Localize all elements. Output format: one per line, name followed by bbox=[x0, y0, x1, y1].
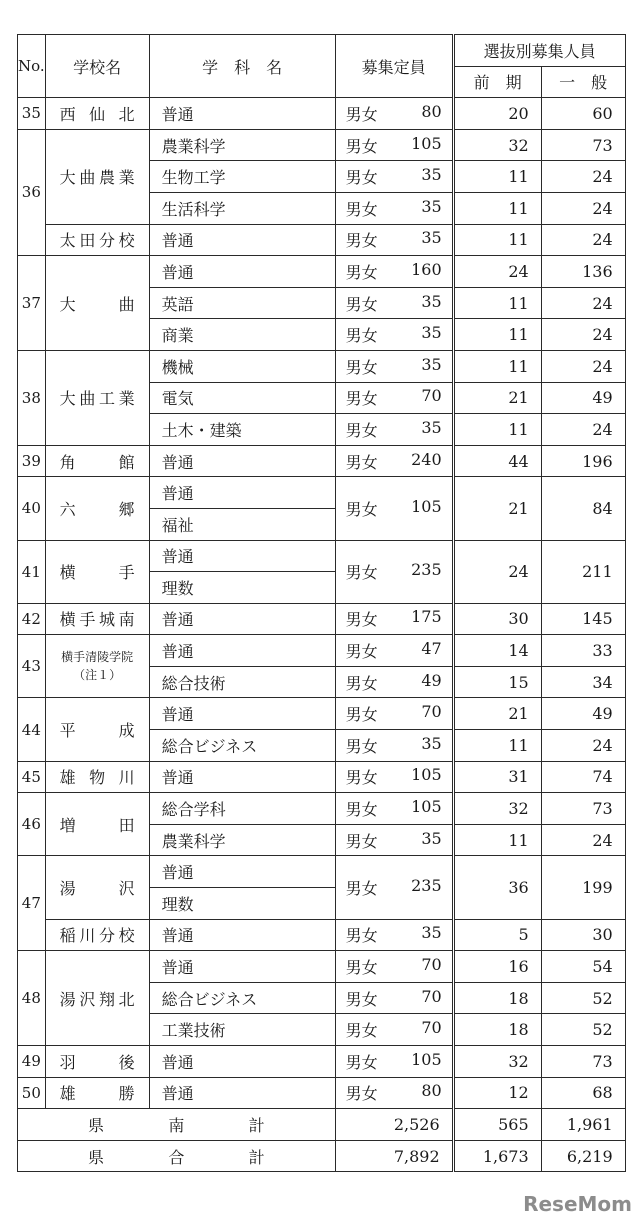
row-number: 50 bbox=[18, 1077, 46, 1109]
gender-label: 男女 bbox=[345, 420, 378, 440]
quota-value: 70 bbox=[421, 386, 442, 406]
total-row bbox=[18, 1109, 626, 1141]
general-value: 60 bbox=[541, 98, 625, 130]
header-school: 学校名 bbox=[45, 35, 149, 98]
row-number: 37 bbox=[18, 256, 46, 351]
department-name: 総合技術 bbox=[149, 666, 335, 698]
general-value: 73 bbox=[541, 129, 625, 161]
department-name: 総合学科 bbox=[149, 793, 335, 825]
early-value: 36 bbox=[453, 856, 541, 919]
total-quota: 7,892 bbox=[335, 1140, 453, 1172]
quota-cell bbox=[335, 224, 453, 256]
row-number: 43 bbox=[18, 635, 46, 698]
quota-cell bbox=[335, 287, 453, 319]
school-name: 太田分校 bbox=[45, 224, 149, 256]
quota-value: 35 bbox=[421, 828, 442, 848]
header-early: 前 期 bbox=[453, 66, 541, 98]
table-row bbox=[18, 761, 626, 793]
early-value: 24 bbox=[453, 256, 541, 288]
early-value: 20 bbox=[453, 98, 541, 130]
quota-value: 35 bbox=[421, 196, 442, 216]
quota-value: 105 bbox=[411, 765, 442, 785]
gender-label: 男女 bbox=[345, 800, 378, 820]
school-name: 西仙北 bbox=[45, 98, 149, 130]
department-name: 生活科学 bbox=[149, 192, 335, 224]
general-value: 54 bbox=[541, 951, 625, 983]
quota-cell bbox=[335, 445, 453, 477]
general-value: 24 bbox=[541, 224, 625, 256]
early-value: 16 bbox=[453, 951, 541, 983]
quota-value: 35 bbox=[421, 733, 442, 753]
quota-cell bbox=[335, 982, 453, 1014]
quota-cell bbox=[335, 256, 453, 288]
gender-label: 男女 bbox=[345, 199, 378, 219]
general-value: 196 bbox=[541, 445, 625, 477]
department-name: 農業科学 bbox=[149, 824, 335, 856]
early-value: 21 bbox=[453, 382, 541, 414]
early-value: 30 bbox=[453, 603, 541, 635]
department-name: 普通 bbox=[149, 919, 335, 951]
table-row bbox=[18, 1077, 626, 1109]
school-name: 角 館 bbox=[45, 445, 149, 477]
row-number: 46 bbox=[18, 793, 46, 856]
row-number: 40 bbox=[18, 477, 46, 540]
department-name: 生物工学 bbox=[149, 161, 335, 193]
early-value: 11 bbox=[453, 224, 541, 256]
department-name: 普通 bbox=[149, 856, 335, 888]
department-name: 普通 bbox=[149, 698, 335, 730]
quota-value: 70 bbox=[421, 702, 442, 722]
quota-cell bbox=[335, 951, 453, 983]
department-name: 総合ビジネス bbox=[149, 982, 335, 1014]
table-row bbox=[18, 129, 626, 161]
general-value: 24 bbox=[541, 161, 625, 193]
quota-value: 160 bbox=[411, 259, 442, 279]
early-value: 31 bbox=[453, 761, 541, 793]
quota-cell bbox=[335, 635, 453, 667]
gender-label: 男女 bbox=[345, 736, 378, 756]
gender-label: 男女 bbox=[345, 1052, 378, 1072]
gender-label: 男女 bbox=[345, 1021, 378, 1041]
table-row bbox=[18, 603, 626, 635]
school-name: 羽 後 bbox=[45, 1046, 149, 1078]
table-row bbox=[18, 856, 626, 888]
gender-label: 男女 bbox=[345, 563, 378, 583]
general-value: 30 bbox=[541, 919, 625, 951]
early-value: 14 bbox=[453, 635, 541, 667]
department-name: 英語 bbox=[149, 287, 335, 319]
early-value: 11 bbox=[453, 287, 541, 319]
quota-cell bbox=[335, 730, 453, 762]
early-value: 12 bbox=[453, 1077, 541, 1109]
table-row bbox=[18, 540, 626, 572]
gender-label: 男女 bbox=[345, 642, 378, 662]
quota-cell bbox=[335, 414, 453, 446]
early-value: 11 bbox=[453, 350, 541, 382]
row-number: 45 bbox=[18, 761, 46, 793]
total-general: 6,219 bbox=[541, 1140, 625, 1172]
quota-value: 235 bbox=[411, 560, 442, 580]
quota-value: 240 bbox=[411, 449, 442, 469]
gender-label: 男女 bbox=[345, 168, 378, 188]
quota-cell bbox=[335, 603, 453, 635]
quota-cell bbox=[335, 382, 453, 414]
early-value: 11 bbox=[453, 319, 541, 351]
early-value: 21 bbox=[453, 477, 541, 540]
general-value: 145 bbox=[541, 603, 625, 635]
quota-cell bbox=[335, 319, 453, 351]
department-name: 普通 bbox=[149, 477, 335, 509]
quota-cell bbox=[335, 824, 453, 856]
table-row bbox=[18, 98, 626, 130]
department-name: 工業技術 bbox=[149, 1014, 335, 1046]
row-number: 42 bbox=[18, 603, 46, 635]
early-value: 18 bbox=[453, 1014, 541, 1046]
quota-cell bbox=[335, 1077, 453, 1109]
quota-cell bbox=[335, 856, 453, 919]
general-value: 24 bbox=[541, 287, 625, 319]
department-name: 普通 bbox=[149, 224, 335, 256]
row-number: 47 bbox=[18, 856, 46, 951]
gender-label: 男女 bbox=[345, 926, 378, 946]
school-name: 六 郷 bbox=[45, 477, 149, 540]
gender-label: 男女 bbox=[345, 768, 378, 788]
early-value: 11 bbox=[453, 414, 541, 446]
general-value: 49 bbox=[541, 382, 625, 414]
gender-label: 男女 bbox=[345, 1084, 378, 1104]
gender-label: 男女 bbox=[345, 610, 378, 630]
early-value: 15 bbox=[453, 666, 541, 698]
general-value: 24 bbox=[541, 192, 625, 224]
school-name: 増 田 bbox=[45, 793, 149, 856]
department-name: 普通 bbox=[149, 540, 335, 572]
early-value: 32 bbox=[453, 129, 541, 161]
general-value: 33 bbox=[541, 635, 625, 667]
general-value: 136 bbox=[541, 256, 625, 288]
school-name: 平 成 bbox=[45, 698, 149, 761]
early-value: 11 bbox=[453, 824, 541, 856]
gender-label: 男女 bbox=[345, 357, 378, 377]
gender-label: 男女 bbox=[345, 879, 378, 899]
table-row bbox=[18, 256, 626, 288]
quota-cell bbox=[335, 793, 453, 825]
table-row bbox=[18, 1046, 626, 1078]
header-no: No. bbox=[18, 35, 46, 98]
early-value: 11 bbox=[453, 192, 541, 224]
department-name: 普通 bbox=[149, 951, 335, 983]
gender-label: 男女 bbox=[345, 262, 378, 282]
quota-value: 35 bbox=[421, 354, 442, 374]
quota-value: 35 bbox=[421, 923, 442, 943]
total-row bbox=[18, 1140, 626, 1172]
quota-value: 105 bbox=[411, 1049, 442, 1069]
general-value: 24 bbox=[541, 319, 625, 351]
admissions-table bbox=[17, 34, 626, 1172]
school-name: 大 曲 bbox=[45, 256, 149, 351]
table-row bbox=[18, 951, 626, 983]
department-name: 機械 bbox=[149, 350, 335, 382]
quota-value: 35 bbox=[421, 323, 442, 343]
general-value: 199 bbox=[541, 856, 625, 919]
quota-value: 105 bbox=[411, 496, 442, 516]
quota-cell bbox=[335, 540, 453, 603]
school-name: 湯 沢 bbox=[45, 856, 149, 919]
department-name: 総合ビジネス bbox=[149, 730, 335, 762]
school-name: 大曲農業 bbox=[45, 129, 149, 224]
school-name-text: 横手清陵学院 bbox=[61, 650, 134, 665]
total-early: 1,673 bbox=[453, 1140, 541, 1172]
gender-label: 男女 bbox=[345, 989, 378, 1009]
quota-value: 175 bbox=[411, 607, 442, 627]
department-name: 普通 bbox=[149, 1046, 335, 1078]
school-name: 稲川分校 bbox=[45, 919, 149, 951]
department-name: 普通 bbox=[149, 1077, 335, 1109]
gender-label: 男女 bbox=[345, 326, 378, 346]
gender-label: 男女 bbox=[345, 452, 378, 472]
quota-cell bbox=[335, 919, 453, 951]
school-note: （注１） bbox=[73, 668, 122, 683]
header-quota: 募集定員 bbox=[335, 35, 453, 98]
general-value: 52 bbox=[541, 982, 625, 1014]
general-value: 24 bbox=[541, 414, 625, 446]
general-value: 49 bbox=[541, 698, 625, 730]
general-value: 68 bbox=[541, 1077, 625, 1109]
general-value: 24 bbox=[541, 824, 625, 856]
school-name: 横 手 bbox=[45, 540, 149, 603]
department-name: 理数 bbox=[149, 572, 335, 604]
row-number: 49 bbox=[18, 1046, 46, 1078]
gender-label: 男女 bbox=[345, 231, 378, 251]
row-number: 38 bbox=[18, 350, 46, 445]
row-number: 39 bbox=[18, 445, 46, 477]
gender-label: 男女 bbox=[345, 104, 378, 124]
school-name: 湯沢翔北 bbox=[45, 951, 149, 1046]
school-name bbox=[45, 635, 149, 698]
total-general: 1,961 bbox=[541, 1109, 625, 1141]
quota-value: 47 bbox=[421, 639, 442, 659]
gender-label: 男女 bbox=[345, 831, 378, 851]
general-value: 52 bbox=[541, 1014, 625, 1046]
early-value: 32 bbox=[453, 1046, 541, 1078]
quota-cell bbox=[335, 1014, 453, 1046]
quota-cell bbox=[335, 1046, 453, 1078]
table-row bbox=[18, 224, 626, 256]
early-value: 21 bbox=[453, 698, 541, 730]
table-body bbox=[18, 35, 626, 1172]
table-row bbox=[18, 698, 626, 730]
quota-value: 35 bbox=[421, 417, 442, 437]
gender-label: 男女 bbox=[345, 294, 378, 314]
quota-value: 70 bbox=[421, 1018, 442, 1038]
quota-cell bbox=[335, 761, 453, 793]
general-value: 73 bbox=[541, 1046, 625, 1078]
general-value: 34 bbox=[541, 666, 625, 698]
quota-value: 235 bbox=[411, 876, 442, 896]
quota-cell bbox=[335, 129, 453, 161]
department-name: 理数 bbox=[149, 888, 335, 920]
quota-value: 35 bbox=[421, 291, 442, 311]
quota-value: 35 bbox=[421, 228, 442, 248]
general-value: 73 bbox=[541, 793, 625, 825]
total-early: 565 bbox=[453, 1109, 541, 1141]
quota-cell bbox=[335, 666, 453, 698]
gender-label: 男女 bbox=[345, 673, 378, 693]
resemom-watermark: ReseMom bbox=[523, 1192, 632, 1216]
school-name: 大曲工業 bbox=[45, 350, 149, 445]
early-value: 11 bbox=[453, 730, 541, 762]
gender-label: 男女 bbox=[345, 705, 378, 725]
general-value: 74 bbox=[541, 761, 625, 793]
general-value: 211 bbox=[541, 540, 625, 603]
school-name: 横手城南 bbox=[45, 603, 149, 635]
early-value: 24 bbox=[453, 540, 541, 603]
table-row bbox=[18, 477, 626, 509]
quota-cell bbox=[335, 477, 453, 540]
department-name: 電気 bbox=[149, 382, 335, 414]
general-value: 24 bbox=[541, 730, 625, 762]
row-number: 36 bbox=[18, 129, 46, 255]
header-selection: 選抜別募集人員 bbox=[453, 35, 625, 67]
gender-label: 男女 bbox=[345, 499, 378, 519]
early-value: 5 bbox=[453, 919, 541, 951]
gender-label: 男女 bbox=[345, 958, 378, 978]
department-name: 土木・建築 bbox=[149, 414, 335, 446]
row-number: 35 bbox=[18, 98, 46, 130]
quota-cell bbox=[335, 192, 453, 224]
early-value: 11 bbox=[453, 161, 541, 193]
general-value: 24 bbox=[541, 350, 625, 382]
department-name: 農業科学 bbox=[149, 129, 335, 161]
quota-cell bbox=[335, 98, 453, 130]
quota-cell bbox=[335, 350, 453, 382]
department-name: 普通 bbox=[149, 603, 335, 635]
row-number: 44 bbox=[18, 698, 46, 761]
department-name: 普通 bbox=[149, 98, 335, 130]
quota-value: 80 bbox=[421, 101, 442, 121]
row-number: 41 bbox=[18, 540, 46, 603]
gender-label: 男女 bbox=[345, 136, 378, 156]
quota-value: 49 bbox=[421, 670, 442, 690]
department-name: 普通 bbox=[149, 445, 335, 477]
header-general: 一 般 bbox=[541, 66, 625, 98]
table-row bbox=[18, 635, 626, 667]
department-name: 商業 bbox=[149, 319, 335, 351]
early-value: 32 bbox=[453, 793, 541, 825]
header-dept: 学 科 名 bbox=[149, 35, 335, 98]
quota-value: 105 bbox=[411, 797, 442, 817]
early-value: 44 bbox=[453, 445, 541, 477]
quota-value: 35 bbox=[421, 165, 442, 185]
department-name: 普通 bbox=[149, 761, 335, 793]
table-row bbox=[18, 445, 626, 477]
quota-value: 80 bbox=[421, 1081, 442, 1101]
school-name: 雄 勝 bbox=[45, 1077, 149, 1109]
department-name: 福祉 bbox=[149, 508, 335, 540]
header-row bbox=[18, 35, 626, 67]
gender-label: 男女 bbox=[345, 389, 378, 409]
quota-value: 70 bbox=[421, 986, 442, 1006]
quota-cell bbox=[335, 698, 453, 730]
quota-value: 70 bbox=[421, 955, 442, 975]
school-name: 雄物川 bbox=[45, 761, 149, 793]
department-name: 普通 bbox=[149, 635, 335, 667]
row-number: 48 bbox=[18, 951, 46, 1046]
table-row bbox=[18, 793, 626, 825]
quota-value: 105 bbox=[411, 133, 442, 153]
total-quota: 2,526 bbox=[335, 1109, 453, 1141]
total-label: 県 合 計 bbox=[18, 1140, 336, 1172]
general-value: 84 bbox=[541, 477, 625, 540]
quota-cell bbox=[335, 161, 453, 193]
table-row bbox=[18, 919, 626, 951]
table-row bbox=[18, 350, 626, 382]
early-value: 18 bbox=[453, 982, 541, 1014]
department-name: 普通 bbox=[149, 256, 335, 288]
total-label: 県 南 計 bbox=[18, 1109, 336, 1141]
